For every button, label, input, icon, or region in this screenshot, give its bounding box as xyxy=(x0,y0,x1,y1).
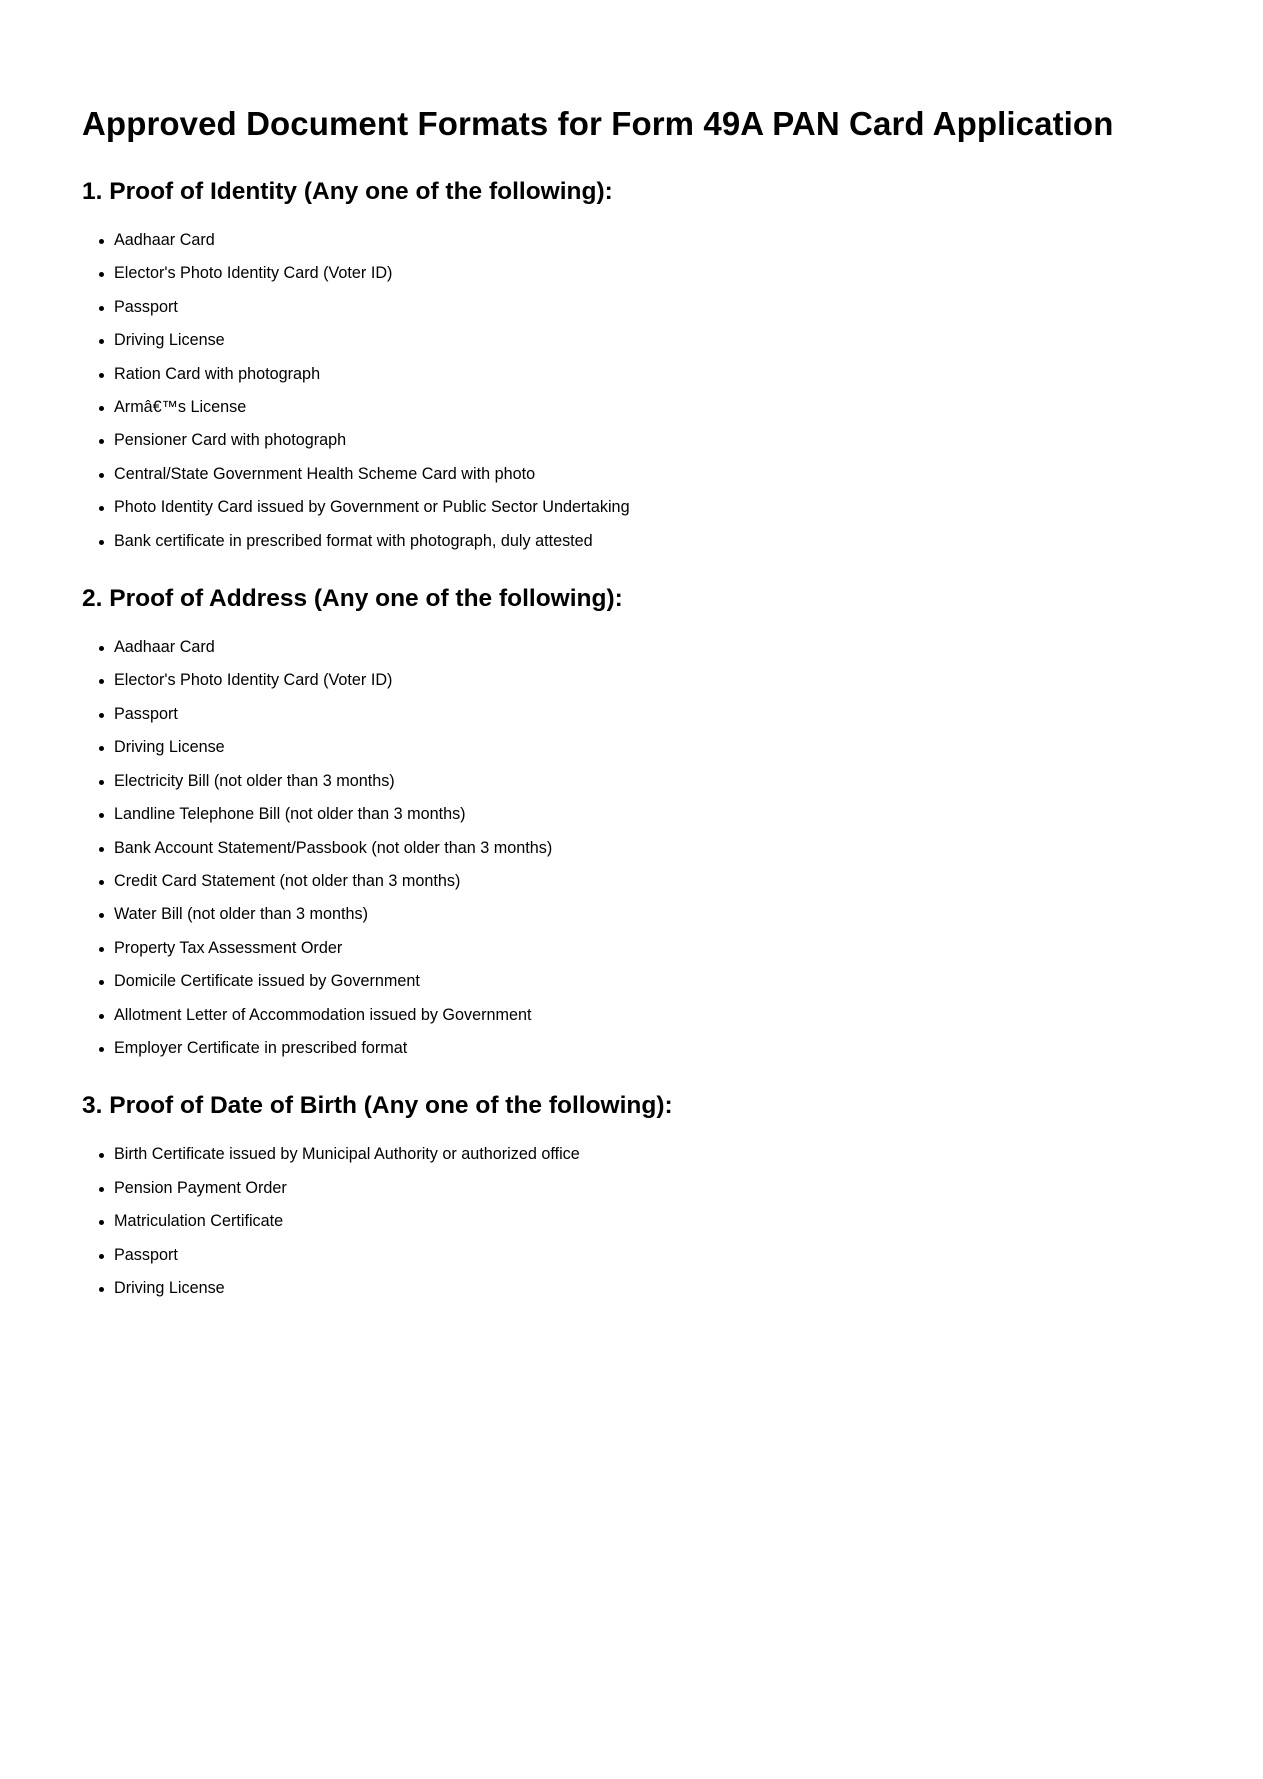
section-proof-of-date-of-birth xyxy=(82,1091,1183,1305)
list-item: Ration Card with photograph xyxy=(114,358,1183,391)
list-item: Aadhaar Card xyxy=(114,224,1183,257)
list-item: Passport xyxy=(114,698,1183,731)
section-proof-of-identity xyxy=(82,177,1183,558)
list-item: Driving License xyxy=(114,731,1183,764)
list-item: Allotment Letter of Accommodation issued by Government xyxy=(114,999,1183,1032)
list-item: Domicile Certificate issued by Government xyxy=(114,965,1183,998)
list-item: Driving License xyxy=(114,1272,1183,1305)
list-item: Employer Certificate in prescribed format xyxy=(114,1032,1183,1065)
section-heading: 3. Proof of Date of Birth (Any one of the following): xyxy=(82,1092,673,1120)
list-item: Elector's Photo Identity Card (Voter ID) xyxy=(114,257,1183,290)
list-item: Water Bill (not older than 3 months) xyxy=(114,898,1183,931)
list-item: Landline Telephone Bill (not older than 3 months) xyxy=(114,798,1183,831)
address-document-list xyxy=(82,631,1183,1065)
dob-document-list xyxy=(82,1138,1183,1305)
list-item: Passport xyxy=(114,1239,1183,1272)
list-item: Pensioner Card with photograph xyxy=(114,424,1183,457)
section-heading: 1. Proof of Identity (Any one of the following): xyxy=(82,178,613,205)
section-heading: 2. Proof of Address (Any one of the following): xyxy=(82,585,623,613)
list-item: Pension Payment Order xyxy=(114,1172,1183,1205)
list-item: Birth Certificate issued by Municipal Authority or authorized office xyxy=(114,1138,1183,1171)
list-item: Central/State Government Health Scheme Card with photo xyxy=(114,458,1183,491)
list-item: Bank Account Statement/Passbook (not older than 3 months) xyxy=(114,832,1183,865)
list-item: Armâ€™s License xyxy=(114,391,1183,424)
list-item: Photo Identity Card issued by Government or Public Sector Undertaking xyxy=(114,491,1183,524)
list-item: Electricity Bill (not older than 3 months) xyxy=(114,765,1183,798)
list-item: Passport xyxy=(114,291,1183,324)
list-item: Matriculation Certificate xyxy=(114,1205,1183,1238)
section-proof-of-address xyxy=(82,584,1183,1065)
document-title: Approved Document Formats for Form 49A PAN Card Application xyxy=(82,105,1114,142)
list-item: Property Tax Assessment Order xyxy=(114,932,1183,965)
list-item: Credit Card Statement (not older than 3 months) xyxy=(114,865,1183,898)
identity-document-list xyxy=(82,224,1183,558)
list-item: Bank certificate in prescribed format with photograph, duly attested xyxy=(114,525,1183,558)
list-item: Driving License xyxy=(114,324,1183,357)
list-item: Elector's Photo Identity Card (Voter ID) xyxy=(114,664,1183,697)
list-item: Aadhaar Card xyxy=(114,631,1183,664)
